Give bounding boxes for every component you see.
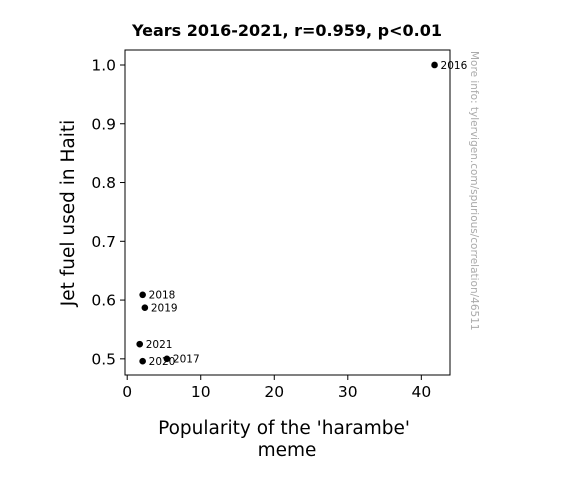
x-tick-label: 30	[337, 383, 358, 401]
x-tick-label: 10	[190, 383, 211, 401]
data-point	[139, 358, 146, 365]
data-point	[139, 291, 146, 298]
y-tick-label: 0.9	[91, 115, 116, 134]
data-point	[431, 62, 438, 69]
data-point-label: 2021	[145, 338, 173, 351]
x-axis-label-line-1: Popularity of the 'harambe'	[158, 418, 410, 439]
data-point-label: 2016	[440, 59, 468, 72]
data-point-label: 2020	[148, 355, 176, 368]
data-point-label: 2018	[148, 289, 176, 302]
x-tick-label: 40	[411, 383, 432, 401]
data-point-label: 2019	[150, 302, 178, 315]
data-point	[136, 341, 143, 348]
y-tick-label: 1.0	[91, 56, 116, 75]
data-point-label: 2017	[172, 353, 200, 366]
x-tick-label: 20	[264, 383, 285, 401]
x-tick-label: 0	[122, 383, 133, 401]
chart-title: Years 2016-2021, r=0.959, p<0.01	[132, 21, 442, 40]
y-tick-label: 0.7	[91, 232, 116, 251]
y-tick-label: 0.6	[91, 291, 116, 310]
y-axis-label: Jet fuel used in Haiti	[58, 119, 79, 307]
y-tick-label: 0.8	[91, 174, 116, 193]
data-point	[142, 304, 149, 311]
watermark-text: More info: tylervigen.com/spurious/correlation/46511	[468, 51, 480, 331]
plot-area	[125, 50, 450, 375]
x-axis-label-line-2: meme	[257, 440, 317, 461]
y-tick-label: 0.5	[91, 350, 116, 369]
